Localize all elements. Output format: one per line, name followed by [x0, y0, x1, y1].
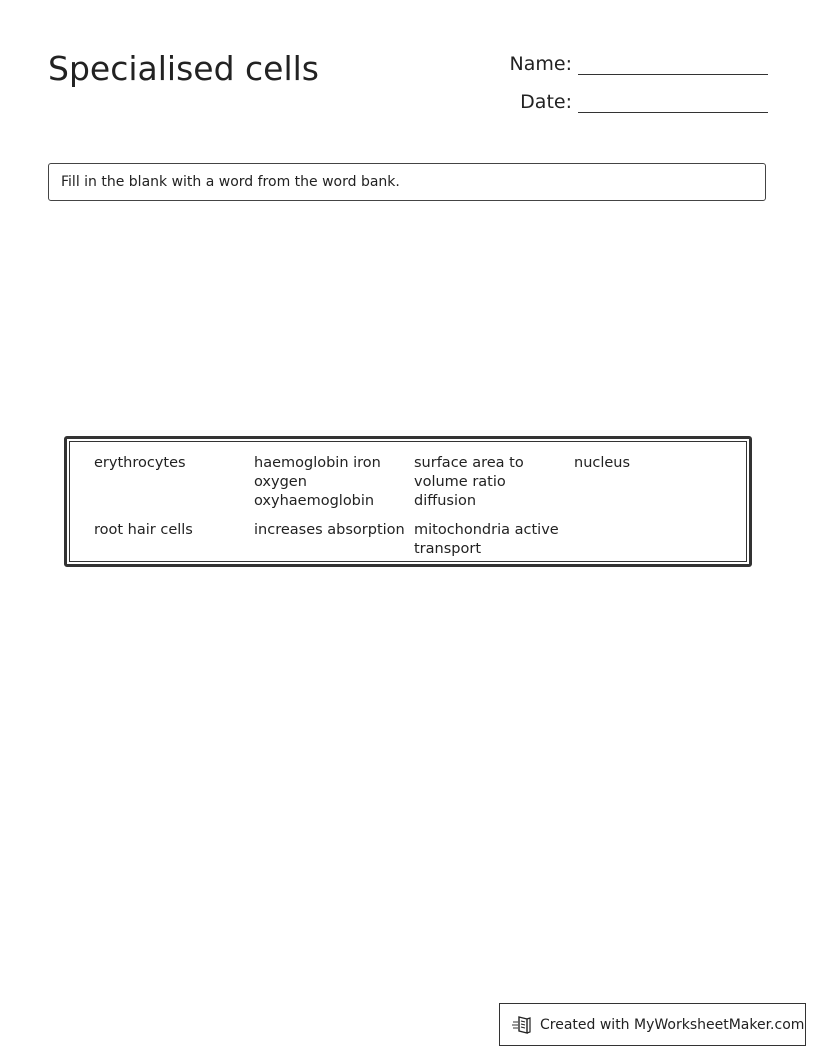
word-bank-inner-border [69, 441, 747, 562]
date-label: Date: [520, 91, 572, 113]
word-bank-item: erythrocytes [94, 455, 186, 471]
instructions-box [48, 163, 766, 201]
date-field [520, 90, 768, 114]
worksheet-maker-logo-icon [512, 1015, 532, 1035]
word-bank [64, 436, 752, 567]
page-title: Specialised cells [48, 49, 319, 88]
date-blank-line [578, 112, 768, 113]
name-field [510, 52, 768, 76]
word-bank-item: root hair cells [94, 522, 193, 538]
word-bank-item: increases absorption [254, 522, 405, 538]
word-bank-item: mitochondria active transport [414, 522, 559, 557]
instructions-text: Fill in the blank with a word from the word bank. [61, 174, 400, 190]
word-bank-item: nucleus [574, 455, 631, 471]
word-bank-item: surface area to volume ratio diffusion [414, 455, 524, 509]
brand-text: Created with MyWorksheetMaker.com [540, 1016, 805, 1033]
brand-badge[interactable] [499, 1003, 806, 1046]
name-blank-line [578, 74, 768, 75]
name-label: Name: [509, 53, 572, 75]
word-bank-item: haemoglobin iron oxygen oxyhaemoglobin [254, 455, 381, 509]
